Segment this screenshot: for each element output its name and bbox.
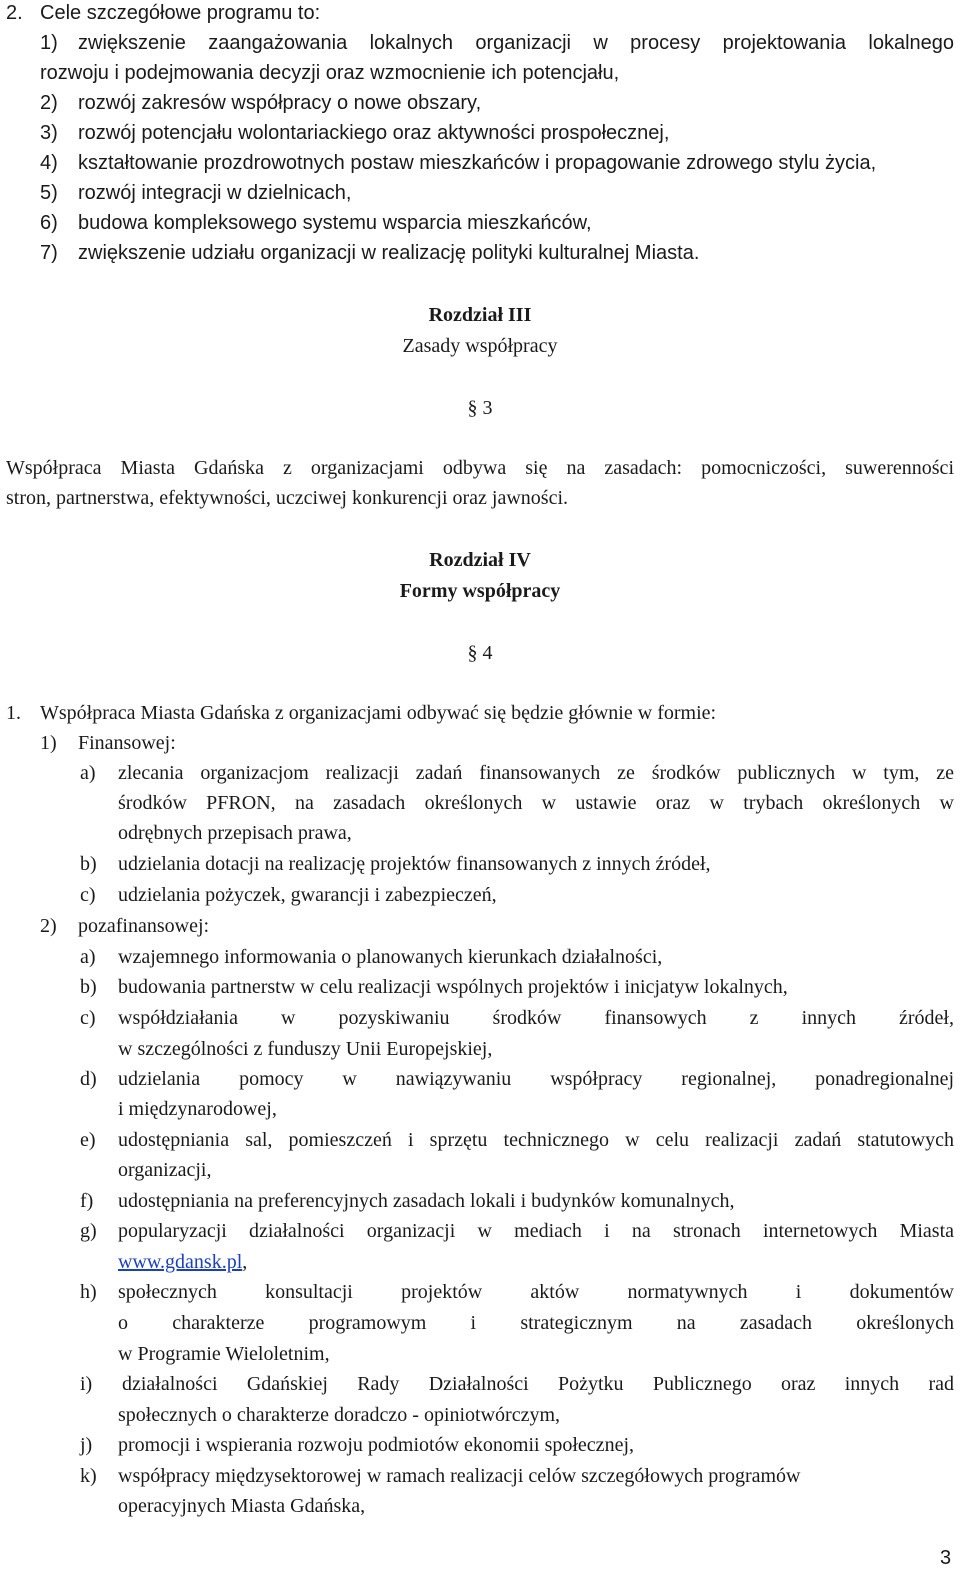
- sub-item-text: współpracy międzysektorowej w ramach realizacji celów szczegółowych programów: [118, 1465, 801, 1487]
- list-item-text: zwiększenie udziału organizacji w realizację polityki kulturalnej Miasta.: [78, 242, 700, 264]
- sub-item-letter: b): [80, 853, 97, 875]
- page-number: 3: [940, 1547, 952, 1569]
- point-text: Współpraca Miasta Gdańska z organizacjami odbywać się będzie głównie w formie:: [40, 702, 717, 724]
- sub-item-letter: a): [80, 946, 96, 968]
- list-item-text: rozwój potencjału wolontariackiego oraz aktywności prospołecznej,: [78, 122, 670, 144]
- list-item-number: 2): [40, 92, 58, 114]
- sub-item-letter: j): [80, 1434, 93, 1456]
- list-item-text: kształtowanie prozdrowotnych postaw mieszkańców i propagowanie zdrowego stylu życia,: [78, 152, 877, 174]
- sub-item-text-continued: organizacji,: [118, 1159, 212, 1181]
- list-item-number: 5): [40, 182, 58, 204]
- list-item-text: rozwój zakresów współpracy o nowe obszary,: [78, 92, 482, 114]
- sub-item-text: działalności Gdańskiej Rady Działalności Pożytku Publicznego oraz innych rad: [122, 1373, 954, 1395]
- sub-item-text: promocji i wspierania rozwoju podmiotów ekonomii społecznej,: [118, 1434, 634, 1456]
- sub-item-letter: e): [80, 1129, 96, 1151]
- sub-item-text-continued: o charakterze programowym i strategicznym na zasadach określonych: [118, 1312, 954, 1334]
- list-item-text: budowa kompleksowego systemu wsparcia mieszkańców,: [78, 212, 592, 234]
- sub-item-letter: k): [80, 1465, 97, 1487]
- list-item-text-continued: rozwoju i podejmowania decyzji oraz wzmocnienie ich potencjału,: [40, 62, 620, 84]
- sub-item-letter: c): [80, 1007, 96, 1029]
- sub-item-text: budowania partnerstw w celu realizacji wspólnych projektów i inicjatyw lokalnych,: [118, 976, 788, 998]
- sub-item-text-continued: odrębnych przepisach prawa,: [118, 822, 352, 844]
- sub-item-text: udostępniania sal, pomieszczeń i sprzętu technicznego w celu realizacji zadań statutowych: [118, 1129, 954, 1151]
- sub-item-text: udzielania pomocy w nawiązywaniu współpracy regionalnej, ponadregionalnej: [118, 1068, 954, 1090]
- sub-item-text: popularyzacji działalności organizacji w mediach i na stronach internetowych Miasta: [118, 1220, 954, 1242]
- sub-item-letter: f): [80, 1190, 94, 1212]
- list-item-number: 6): [40, 212, 58, 234]
- paragraph-mark: § 4: [467, 642, 493, 664]
- sub-item-text: zlecania organizacjom realizacji zadań finansowanych ze środków publicznych w tym, ze: [118, 762, 954, 784]
- sub-item-text-continued: [118, 1247, 247, 1277]
- sub-item-letter: i): [80, 1373, 93, 1395]
- sub-item-letter: a): [80, 762, 96, 784]
- paragraph-mark: § 3: [467, 397, 493, 419]
- sub-item-text: współdziałania w pozyskiwaniu środków finansowych z innych źródeł,: [118, 1007, 954, 1029]
- sub-item-text-continued: społecznych o charakterze doradczo - opiniotwórczym,: [118, 1404, 561, 1426]
- sub-item-text: wzajemnego informowania o planowanych kierunkach działalności,: [118, 946, 663, 968]
- sub-item-text-continued: w szczególności z funduszy Unii Europejskiej,: [118, 1038, 493, 1060]
- sub-item-text-continued: w Programie Wieloletnim,: [118, 1343, 330, 1365]
- section-number: 2.: [6, 2, 23, 24]
- chapter-title: Rozdział IV: [429, 549, 531, 571]
- sub-item-text: społecznych konsultacji projektów aktów normatywnych i dokumentów: [118, 1281, 954, 1303]
- list-item-number: 1): [40, 32, 58, 54]
- sub-item-text: udzielania pożyczek, gwarancji i zabezpieczeń,: [118, 884, 497, 906]
- chapter-subtitle: Zasady współpracy: [402, 335, 558, 357]
- list-item-number: 3): [40, 122, 58, 144]
- sub-item-letter: b): [80, 976, 97, 998]
- sub-item-letter: c): [80, 884, 96, 906]
- gdansk-website-link[interactable]: www.gdansk.pl: [118, 1251, 243, 1273]
- list-item-text: zwiększenie zaangażowania lokalnych organizacji w procesy projektowania lokalnego: [78, 32, 954, 54]
- list-item-number: 7): [40, 242, 58, 264]
- sub-item-letter: h): [80, 1281, 97, 1303]
- sub-item-letter: g): [80, 1220, 97, 1242]
- list-item-number: 2): [40, 915, 57, 937]
- list-item-number: 1): [40, 732, 57, 754]
- list-item-number: 4): [40, 152, 58, 174]
- chapter-title: Rozdział III: [428, 304, 532, 326]
- section-intro: Cele szczegółowe programu to:: [40, 2, 321, 24]
- list-item-label: Finansowej:: [78, 732, 176, 754]
- point-number: 1.: [6, 702, 21, 724]
- link-trailing-comma: ,: [242, 1251, 248, 1273]
- sub-item-text: udostępniania na preferencyjnych zasadach lokali i budynków komunalnych,: [118, 1190, 735, 1212]
- chapter-subtitle: Formy współpracy: [399, 580, 561, 602]
- sub-item-text-continued: środków PFRON, na zasadach określonych w ustawie oraz w trybach określonych w: [118, 792, 954, 814]
- sub-item-text-continued: operacyjnych Miasta Gdańska,: [118, 1495, 366, 1517]
- list-item-text: rozwój integracji w dzielnicach,: [78, 182, 352, 204]
- paragraph-text: Współpraca Miasta Gdańska z organizacjami odbywa się na zasadach: pomocniczości, suwerenności: [6, 457, 954, 479]
- sub-item-text-continued: i międzynarodowej,: [118, 1098, 277, 1120]
- sub-item-letter: d): [80, 1068, 97, 1090]
- paragraph-text-continued: stron, partnerstwa, efektywności, uczciwej konkurencji oraz jawności.: [6, 487, 569, 509]
- sub-item-text: udzielania dotacji na realizację projektów finansowanych z innych źródeł,: [118, 853, 711, 875]
- list-item-label: pozafinansowej:: [78, 915, 210, 937]
